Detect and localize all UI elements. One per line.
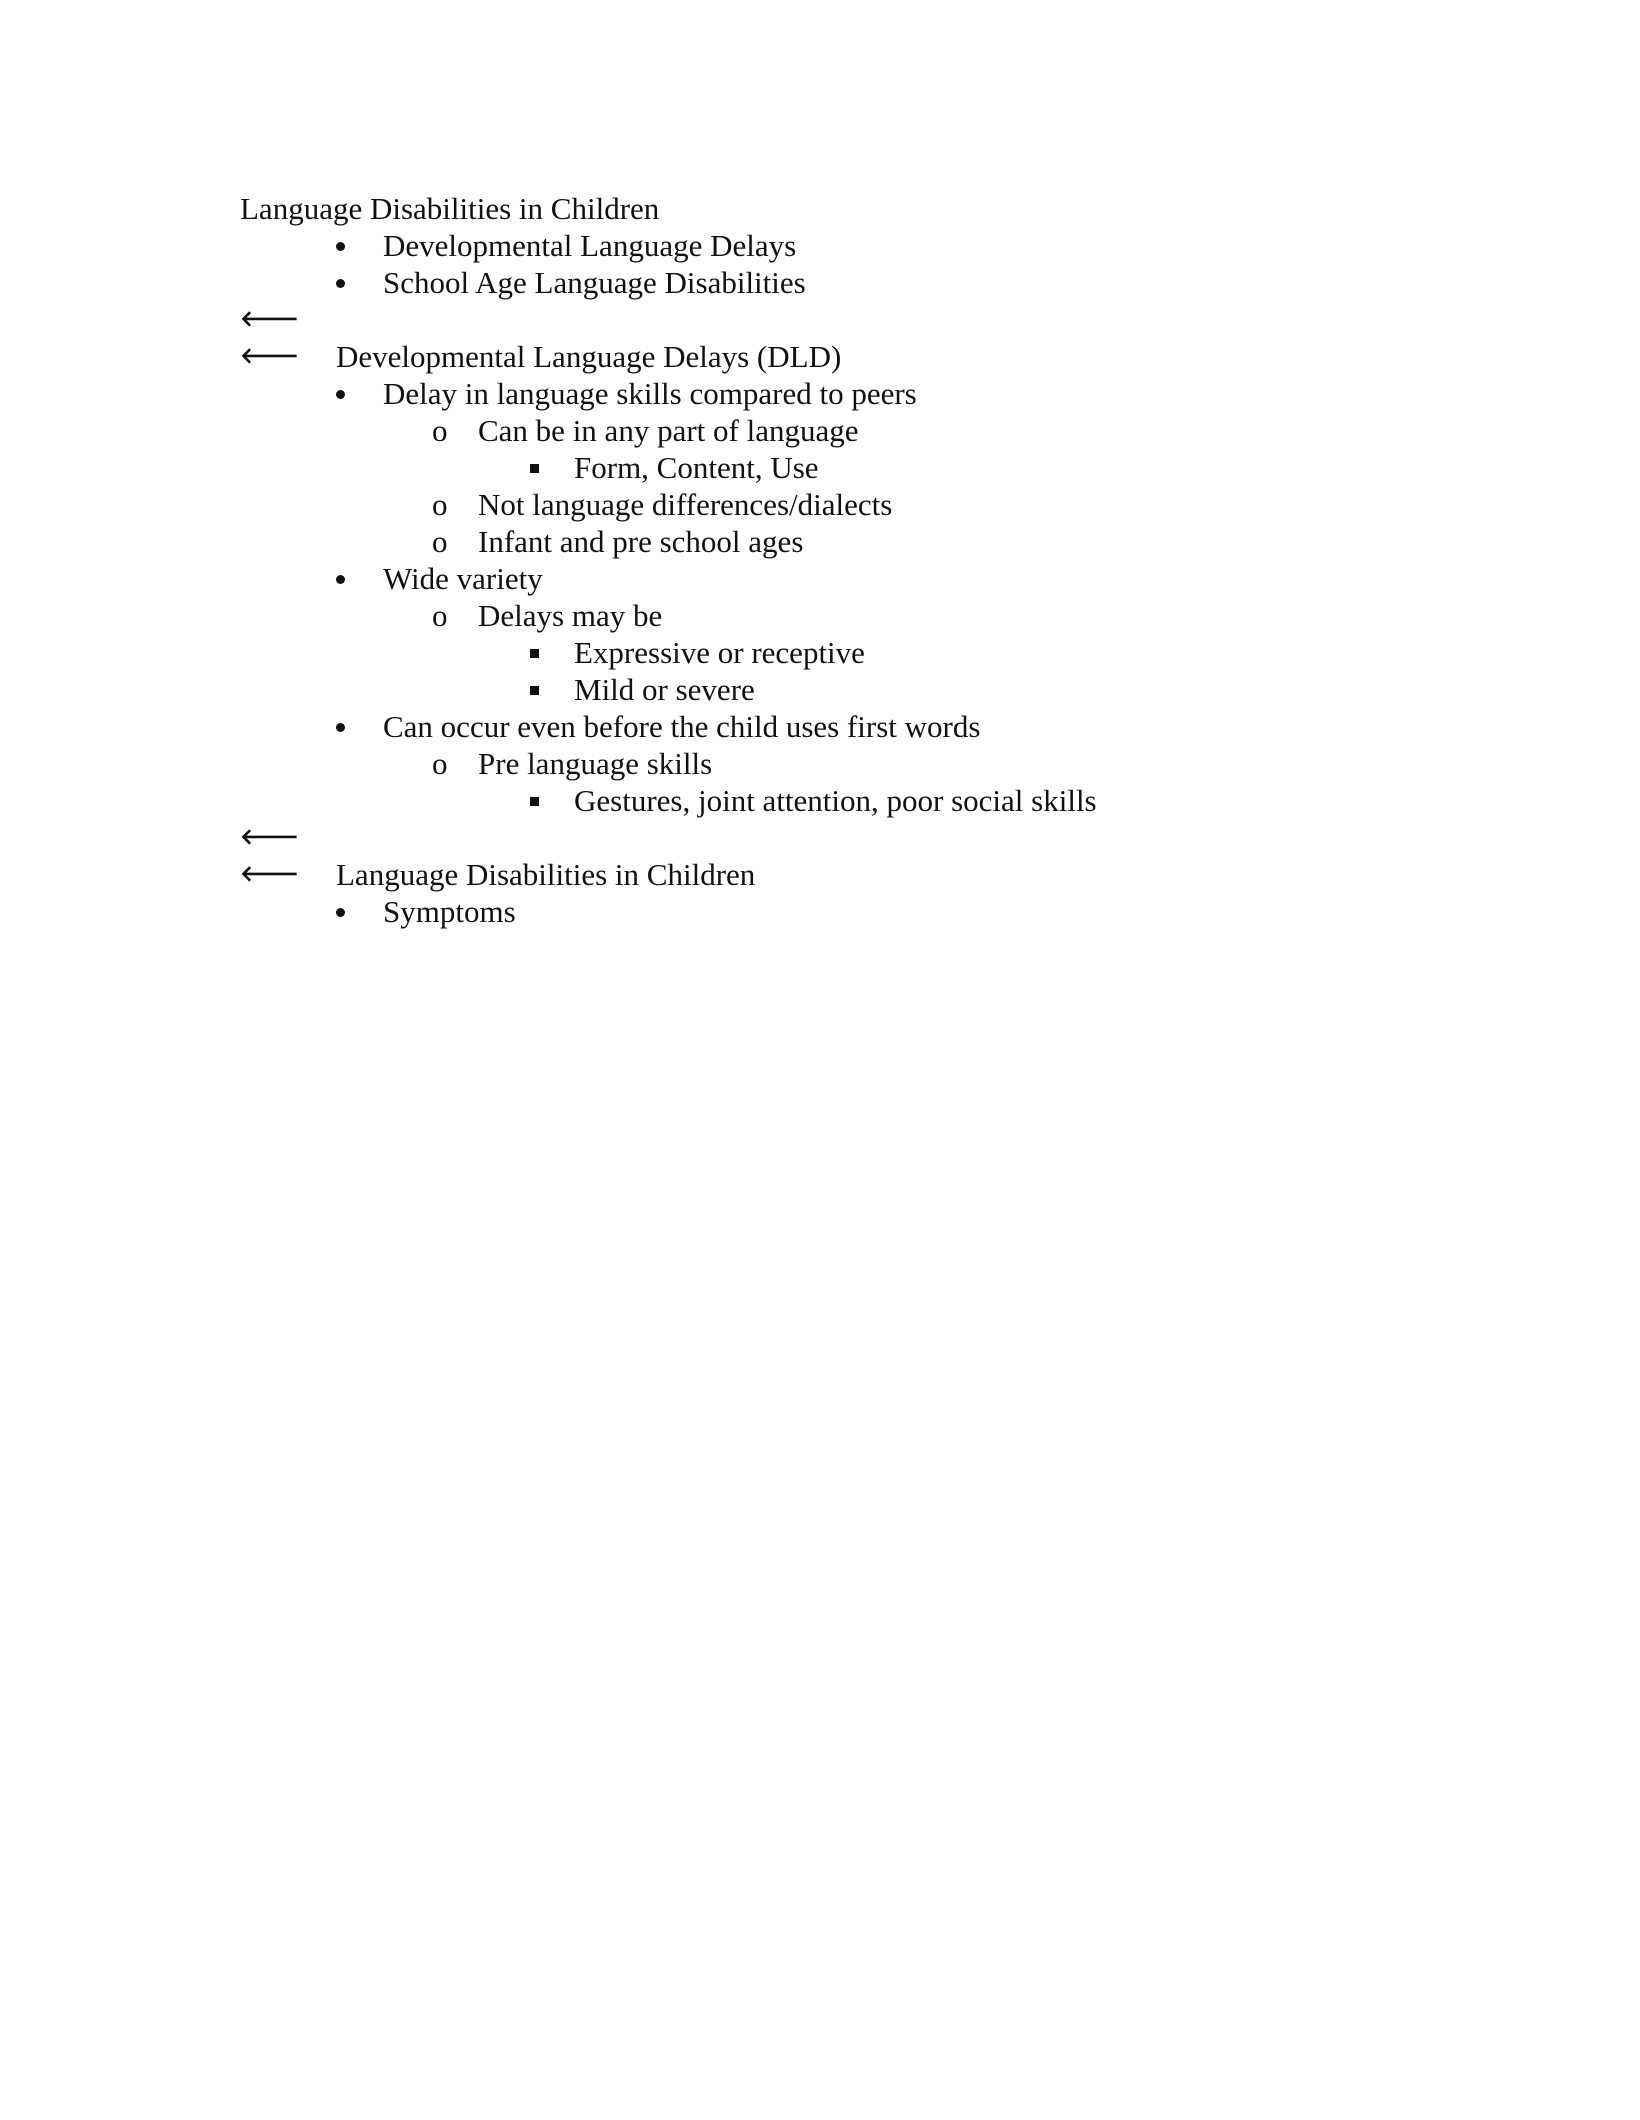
- list-item-text: Can be in any part of language: [478, 413, 859, 448]
- circle-bullet-icon: o: [432, 487, 448, 522]
- list-item: [240, 264, 1440, 301]
- disc-bullet-icon: [336, 575, 345, 584]
- list-item: [240, 782, 1440, 819]
- circle-bullet-icon: o: [432, 746, 448, 781]
- document-title: Language Disabilities in Children: [240, 191, 660, 226]
- list-item: [240, 893, 1440, 930]
- square-bullet-icon: [530, 464, 539, 473]
- list-item: [240, 597, 1440, 634]
- document-title-line: [240, 190, 1440, 227]
- left-arrow-icon: 🡐: [240, 344, 299, 369]
- square-bullet-icon: [530, 797, 539, 806]
- disc-bullet-icon: [336, 279, 345, 288]
- list-item: [240, 227, 1440, 264]
- document-body: [240, 190, 1440, 930]
- list-item-text: Gestures, joint attention, poor social skills: [574, 783, 1097, 818]
- list-item-text: Infant and pre school ages: [478, 524, 804, 559]
- circle-bullet-icon: o: [432, 524, 448, 559]
- list-item-text: Wide variety: [383, 561, 543, 596]
- square-bullet-icon: [530, 649, 539, 658]
- list-item-text: School Age Language Disabilities: [383, 265, 806, 300]
- circle-bullet-icon: o: [432, 598, 448, 633]
- disc-bullet-icon: [336, 908, 345, 917]
- list-item-text: Expressive or receptive: [574, 635, 865, 670]
- list-item-text: Can occur even before the child uses first words: [383, 709, 981, 744]
- section-heading-line: [240, 338, 1440, 375]
- list-item: [240, 745, 1440, 782]
- disc-bullet-icon: [336, 723, 345, 732]
- disc-bullet-icon: [336, 390, 345, 399]
- list-item-text: Developmental Language Delays: [383, 228, 797, 263]
- list-item: [240, 560, 1440, 597]
- list-item: [240, 375, 1440, 412]
- circle-bullet-icon: o: [432, 413, 448, 448]
- list-item-text: Form, Content, Use: [574, 450, 819, 485]
- list-item-text: Delay in language skills compared to peers: [383, 376, 917, 411]
- list-item: [240, 486, 1440, 523]
- list-item: [240, 671, 1440, 708]
- arrow-marker-line: [240, 301, 1440, 338]
- left-arrow-icon: 🡐: [240, 825, 299, 850]
- list-item: [240, 412, 1440, 449]
- list-item-text: Pre language skills: [478, 746, 713, 781]
- section-heading: Developmental Language Delays (DLD): [336, 339, 842, 374]
- list-item: [240, 708, 1440, 745]
- section-heading: Language Disabilities in Children: [336, 857, 756, 892]
- disc-bullet-icon: [336, 242, 345, 251]
- list-item: [240, 523, 1440, 560]
- list-item-text: Not language differences/dialects: [478, 487, 893, 522]
- square-bullet-icon: [530, 686, 539, 695]
- arrow-marker-line: [240, 819, 1440, 856]
- left-arrow-icon: 🡐: [240, 307, 299, 332]
- section-heading-line: [240, 856, 1440, 893]
- list-item-text: Delays may be: [478, 598, 663, 633]
- list-item-text: Symptoms: [383, 894, 516, 929]
- list-item-text: Mild or severe: [574, 672, 755, 707]
- left-arrow-icon: 🡐: [240, 862, 299, 887]
- list-item: [240, 634, 1440, 671]
- list-item: [240, 449, 1440, 486]
